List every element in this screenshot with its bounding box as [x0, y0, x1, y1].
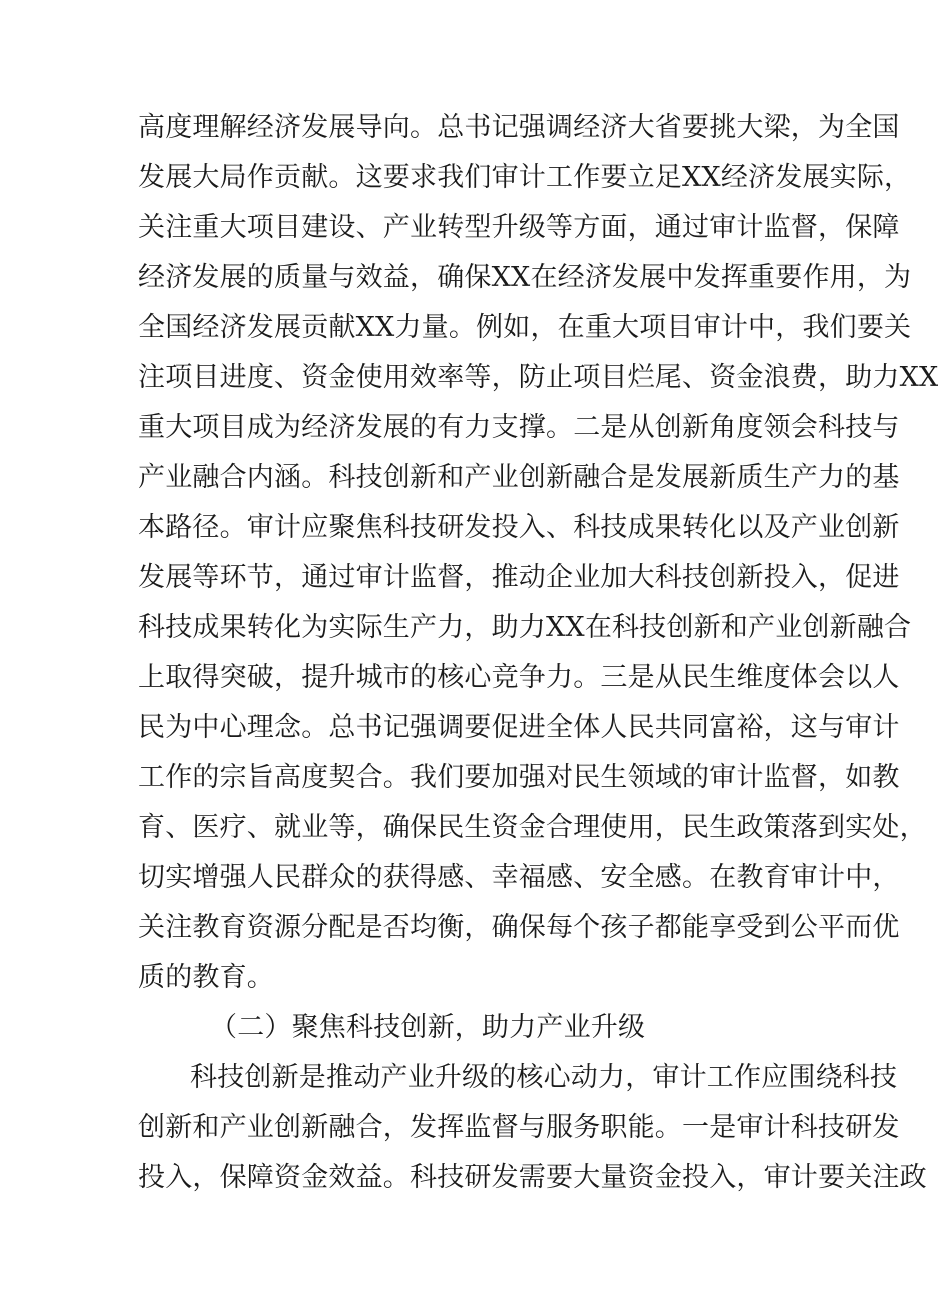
paragraph-line: 创新和产业创新融合，发挥监督与服务职能。一是审计科技研发	[138, 1112, 900, 1143]
section-heading: （二）聚焦科技创新，助力产业升级	[210, 1012, 646, 1043]
paragraph-line: 重大项目成为经济发展的有力支撑。二是从创新角度领会科技与	[138, 412, 900, 443]
paragraph-line: 工作的宗旨高度契合。我们要加强对民生领域的审计监督，如教	[138, 762, 900, 793]
paragraph-line: 质的教育。	[138, 962, 274, 993]
paragraph-line: 全国经济发展贡献XX力量。例如，在重大项目审计中，我们要关	[138, 312, 912, 343]
paragraph-line: 科技成果转化为实际生产力，助力XX在科技创新和产业创新融合	[138, 612, 912, 643]
paragraph-line: 关注重大项目建设、产业转型升级等方面，通过审计监督，保障	[138, 212, 900, 243]
paragraph-line: 上取得突破，提升城市的核心竞争力。三是从民生维度体会以人	[138, 662, 900, 693]
paragraph-line: 发展等环节，通过审计监督，推动企业加大科技创新投入，促进	[138, 562, 900, 593]
paragraph-line: 投入，保障资金效益。科技研发需要大量资金投入，审计要关注政	[138, 1162, 927, 1193]
paragraph-line: 产业融合内涵。科技创新和产业创新融合是发展新质生产力的基	[138, 462, 900, 493]
paragraph-line: 发展大局作贡献。这要求我们审计工作要立足XX经济发展实际，	[138, 162, 912, 193]
paragraph-line: 民为中心理念。总书记强调要促进全体人民共同富裕，这与审计	[138, 712, 900, 743]
paragraph-line: 关注教育资源分配是否均衡，确保每个孩子都能享受到公平而优	[138, 912, 900, 943]
paragraph-line: 切实增强人民群众的获得感、幸福感、安全感。在教育审计中，	[138, 862, 900, 893]
paragraph-line: 注项目进度、资金使用效率等，防止项目烂尾、资金浪费，助力XX	[138, 362, 938, 393]
paragraph-line: 本路径。审计应聚焦科技研发投入、科技成果转化以及产业创新	[138, 512, 900, 543]
paragraph-line: 高度理解经济发展导向。总书记强调经济大省要挑大梁，为全国	[138, 112, 900, 143]
paragraph-line: 科技创新是推动产业升级的核心动力，审计工作应围绕科技	[190, 1062, 898, 1093]
paragraph-line: 经济发展的质量与效益，确保XX在经济发展中发挥重要作用，为	[138, 262, 912, 293]
paragraph-line: 育、医疗、就业等，确保民生资金合理使用，民生政策落到实处，	[138, 812, 927, 843]
